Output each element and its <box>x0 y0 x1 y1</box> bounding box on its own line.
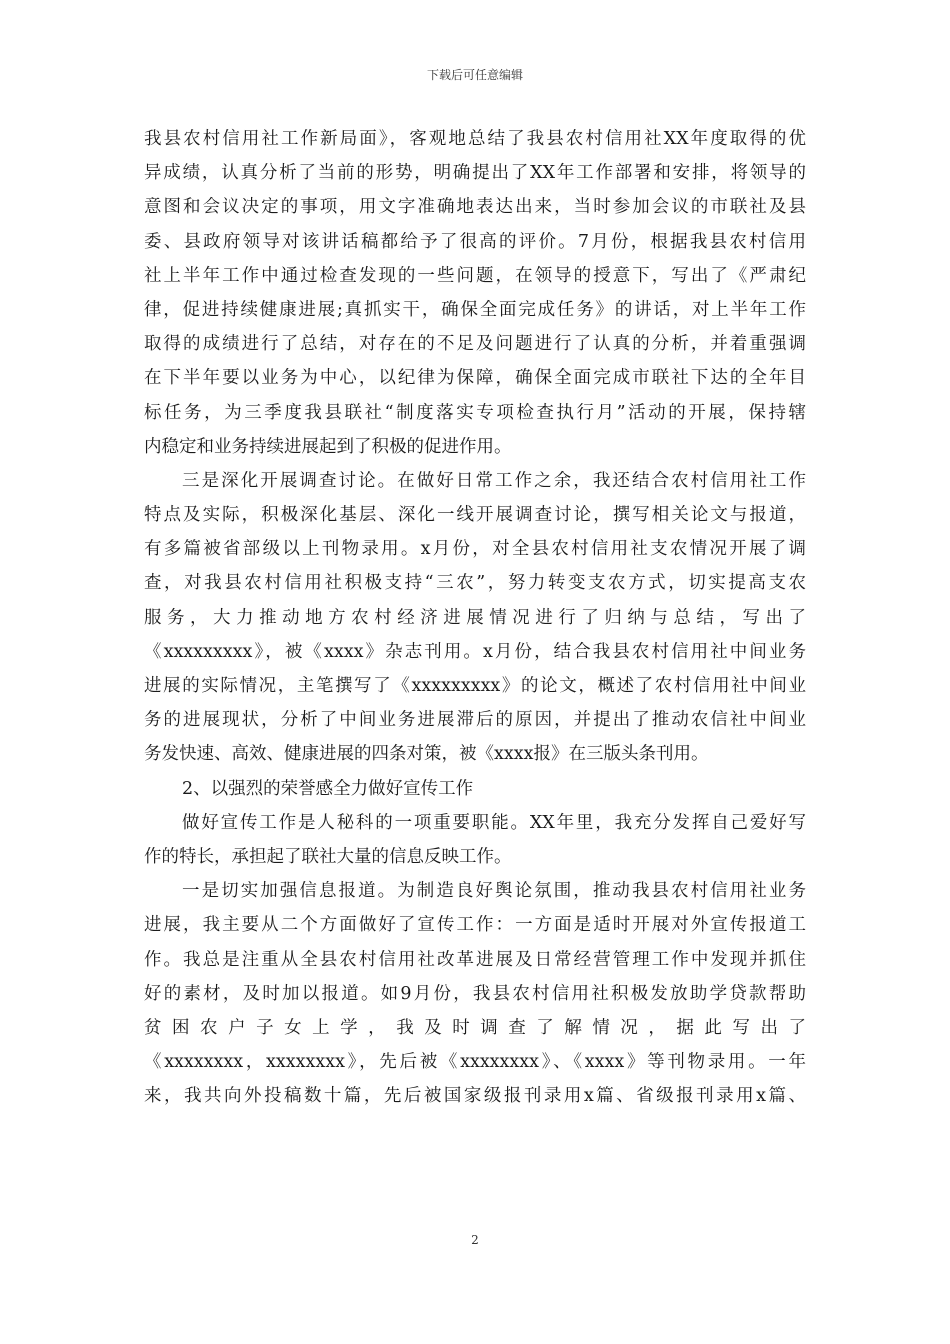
text-line: 务发快速、高效、健康进展的四条对策，被《xxxx报》在三版头条刊用。 <box>144 744 709 765</box>
text-line: 标任务，为三季度我县联社“制度落实专项检查执行月”活动的开展，保持辖 <box>144 402 806 423</box>
page-number: 2 <box>471 1233 479 1247</box>
text-line: 作的特长，承担起了联社大量的信息反映工作。 <box>144 846 512 867</box>
text-line: 在下半年要以业务为中心，以纪律为保障，确保全面完成市联社下达的全年目 <box>144 368 806 389</box>
text-line: 意图和会议决定的事项，用文字准确地表达出来，当时参加会议的市联社及县 <box>144 197 806 218</box>
text-line: 社上半年工作中通过检查发现的一些问题，在领导的授意下，写出了《严肃纪 <box>144 265 806 286</box>
text-line: 《xxxxxxxxx》，被《xxxx》杂志刊用。x月份，结合我县农村信用社中间业务 <box>144 641 806 662</box>
document-body <box>144 122 806 1113</box>
text-line: 委、县政府领导对该讲话稿都给予了很高的评价。7月份，根据我县农村信用 <box>144 231 806 252</box>
text-line: 有多篇被省部级以上刊物录用。x月份，对全县农村信用社支农情况开展了调 <box>144 539 806 560</box>
text-line: 作。我总是注重从全县农村信用社改革进展及日常经营管理工作中发现并抓住 <box>144 949 806 970</box>
text-line: 务的进展现状，分析了中间业务进展滞后的原因，并提出了推动农信社中间业 <box>144 710 806 731</box>
text-line: 我县农村信用社工作新局面》，客观地总结了我县农村信用社XX年度取得的优 <box>144 129 806 149</box>
section-heading: 2、以强烈的荣誉感全力做好宣传工作 <box>182 778 474 799</box>
text-line: 内稳定和业务持续进展起到了积极的促进作用。 <box>144 436 512 457</box>
text-line: 取得的成绩进行了总结，对存在的不足及问题进行了认真的分析，并着重强调 <box>144 334 806 355</box>
paragraph-first-line: 三是深化开展调查讨论。在做好日常工作之余，我还结合农村信用社工作 <box>182 470 806 491</box>
text-line: 异成绩，认真分析了当前的形势，明确提出了XX年工作部署和安排，将领导的 <box>144 163 806 184</box>
text-line: 进展，我主要从二个方面做好了宣传工作：一方面是适时开展对外宣传报道工 <box>144 915 806 936</box>
paragraph-first-line: 做好宣传工作是人秘科的一项重要职能。XX年里，我充分发挥自己爱好写 <box>182 812 806 833</box>
text-line: 来，我共向外投稿数十篇，先后被国家级报刊录用x篇、省级报刊录用x篇、 <box>144 1086 806 1107</box>
text-line: 查，对我县农村信用社积极支持“三农”，努力转变支农方式，切实提高支农 <box>144 573 806 594</box>
page-header: 下载后可任意编辑 <box>426 68 523 82</box>
text-line: 《xxxxxxxx，xxxxxxxx》，先后被《xxxxxxxx》、《xxxx》等刊物录用。一年 <box>144 1052 806 1073</box>
text-line: 律，促进持续健康进展;真抓实干，确保全面完成任务》的讲话，对上半年工作 <box>144 299 806 320</box>
paragraph-first-line: 一是切实加强信息报道。为制造良好舆论氛围，推动我县农村信用社业务 <box>182 881 806 902</box>
text-line: 特点及实际，积极深化基层、深化一线开展调查讨论，撰写相关论文与报道， <box>144 505 806 526</box>
text-line: 好的素材，及时加以报道。如9月份，我县农村信用社积极发放助学贷款帮助 <box>144 983 806 1004</box>
text-line: 贫困农户子女上学，我及时调查了解情况，据此写出了 <box>144 1017 806 1038</box>
text-line: 服务，大力推动地方农村经济进展情况进行了归纳与总结，写出了 <box>144 607 806 628</box>
text-line: 进展的实际情况，主笔撰写了《xxxxxxxxx》的论文，概述了农村信用社中间业 <box>144 676 806 696</box>
